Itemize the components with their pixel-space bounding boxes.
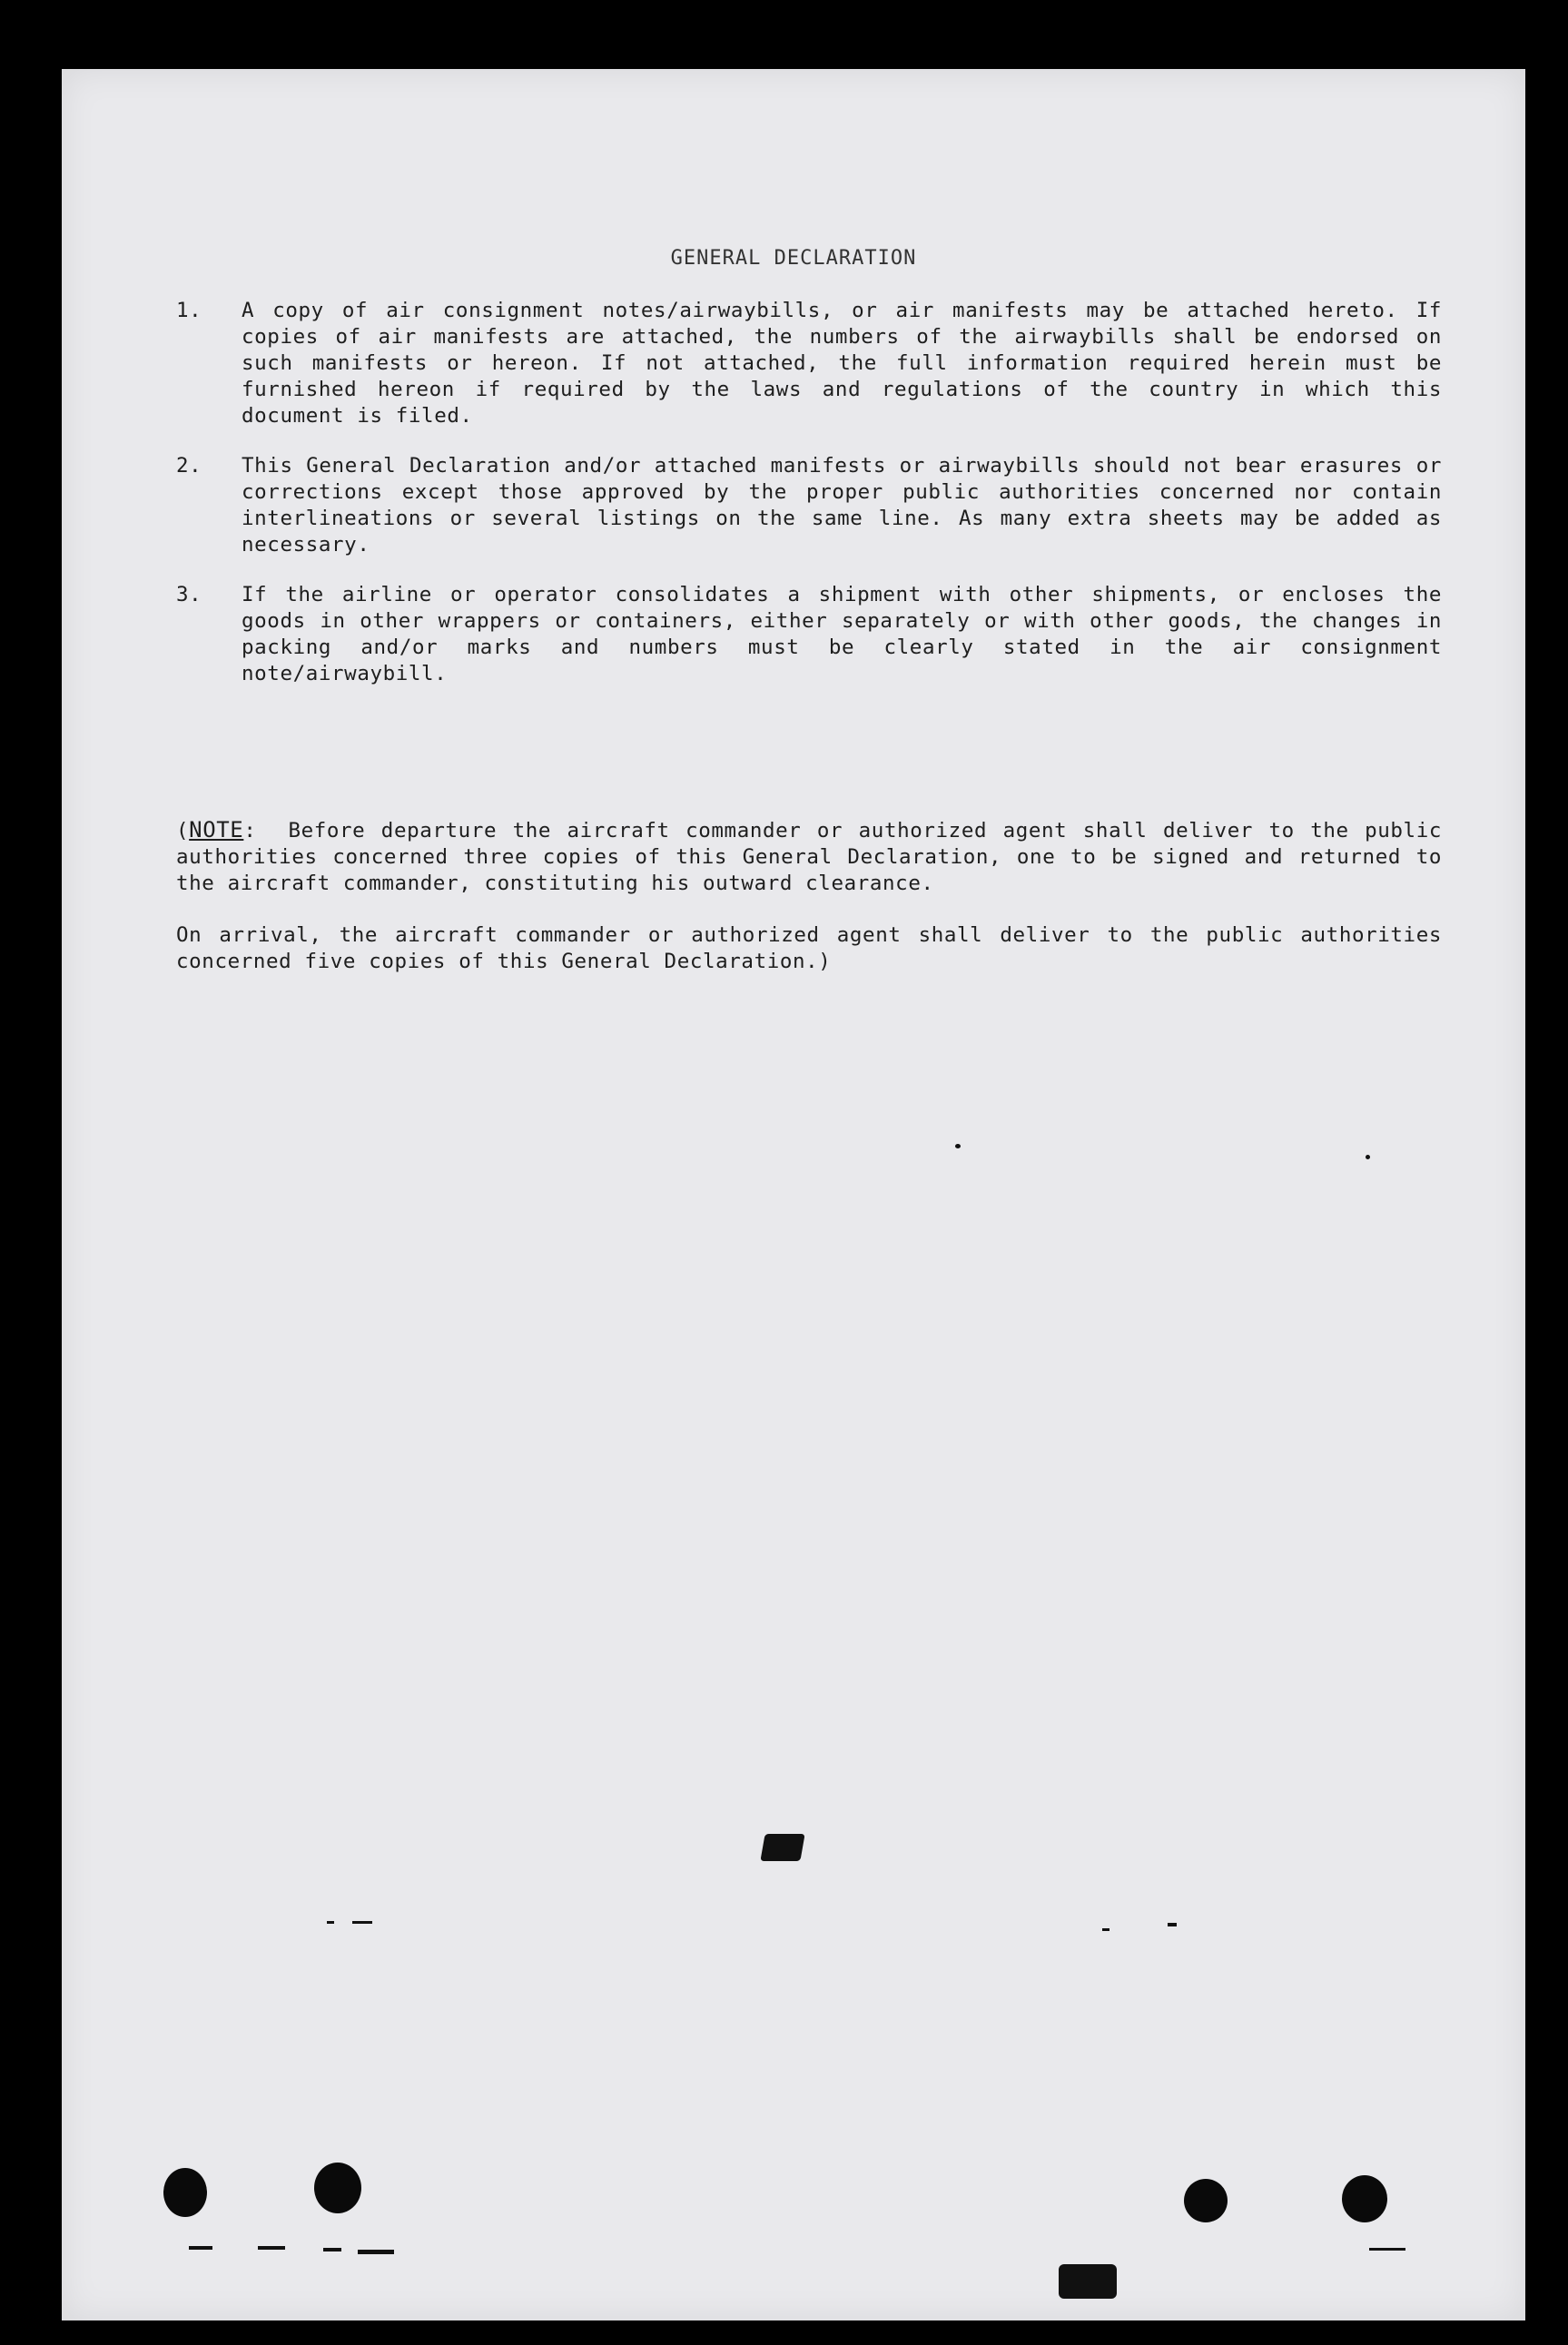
ink-mark: [1102, 1928, 1109, 1931]
ink-mark: [1366, 1155, 1370, 1159]
item-number: 3.: [176, 583, 202, 606]
note-open-paren: (: [176, 819, 190, 842]
ink-mark: [327, 1921, 334, 1924]
ink-mark: [258, 2246, 285, 2250]
ink-blot: [760, 1834, 804, 1861]
item-text: If the airline or operator consolidates a shipment with other shipments, or encloses the goods in other wrappers or containers, either separately or with other goods, the changes in packing and/or marks and numbers must be clearly stated in the air consignment note/airwaybill.: [242, 583, 1442, 685]
item-number: 2.: [176, 454, 202, 478]
punch-hole-3: [1184, 2179, 1228, 2222]
instruction-list: [176, 298, 1442, 711]
ink-mark: [1168, 1923, 1177, 1926]
item-text: This General Declaration and/or attached manifests or airwaybills should not bear erasures or corrections except those approved by the proper public authorities concerned nor contain interlineations or several listings on the same line. As many extra sheets may be added as necessary.: [242, 454, 1442, 557]
document-title: GENERAL DECLARATION: [670, 247, 917, 270]
ink-blot: [1059, 2264, 1117, 2299]
arrival-paragraph: [176, 922, 1442, 975]
ink-mark: [1369, 2248, 1405, 2251]
item-text: A copy of air consignment notes/airwaybills, or air manifests may be attached hereto. If copies of air manifests are attached, the numbers of the airwaybills shall be endorsed on such manifests or hereon. If not attached, the full information required herein must be furnished hereon if required by the laws and regulations of the country in which this document is filed.: [242, 299, 1442, 428]
note-paragraph: [176, 817, 1442, 897]
note-text: Before departure the aircraft commander or authorized agent shall deliver to the public authorities concerned three copies of this General Declaration, one to be signed and returned to the aircraft commander, constituting his outward clearance.: [176, 819, 1442, 895]
note-colon: :: [243, 819, 257, 842]
ink-mark: [352, 1921, 372, 1924]
arrival-text: On arrival, the aircraft commander or authorized agent shall deliver to the public authorities concerned five copies of this General Declaration.): [176, 923, 1442, 973]
document-page: [62, 69, 1525, 2320]
punch-hole-2: [314, 2163, 361, 2213]
instruction-item: [176, 298, 1442, 429]
punch-hole-1: [163, 2168, 207, 2217]
instruction-item: [176, 582, 1442, 687]
item-number: 1.: [176, 299, 202, 322]
ink-mark: [358, 2250, 394, 2254]
instruction-item: [176, 453, 1442, 558]
ink-mark: [189, 2246, 212, 2250]
note-label: NOTE: [189, 817, 244, 842]
ink-mark: [955, 1144, 961, 1148]
ink-mark: [323, 2248, 341, 2251]
punch-hole-4: [1342, 2175, 1387, 2222]
